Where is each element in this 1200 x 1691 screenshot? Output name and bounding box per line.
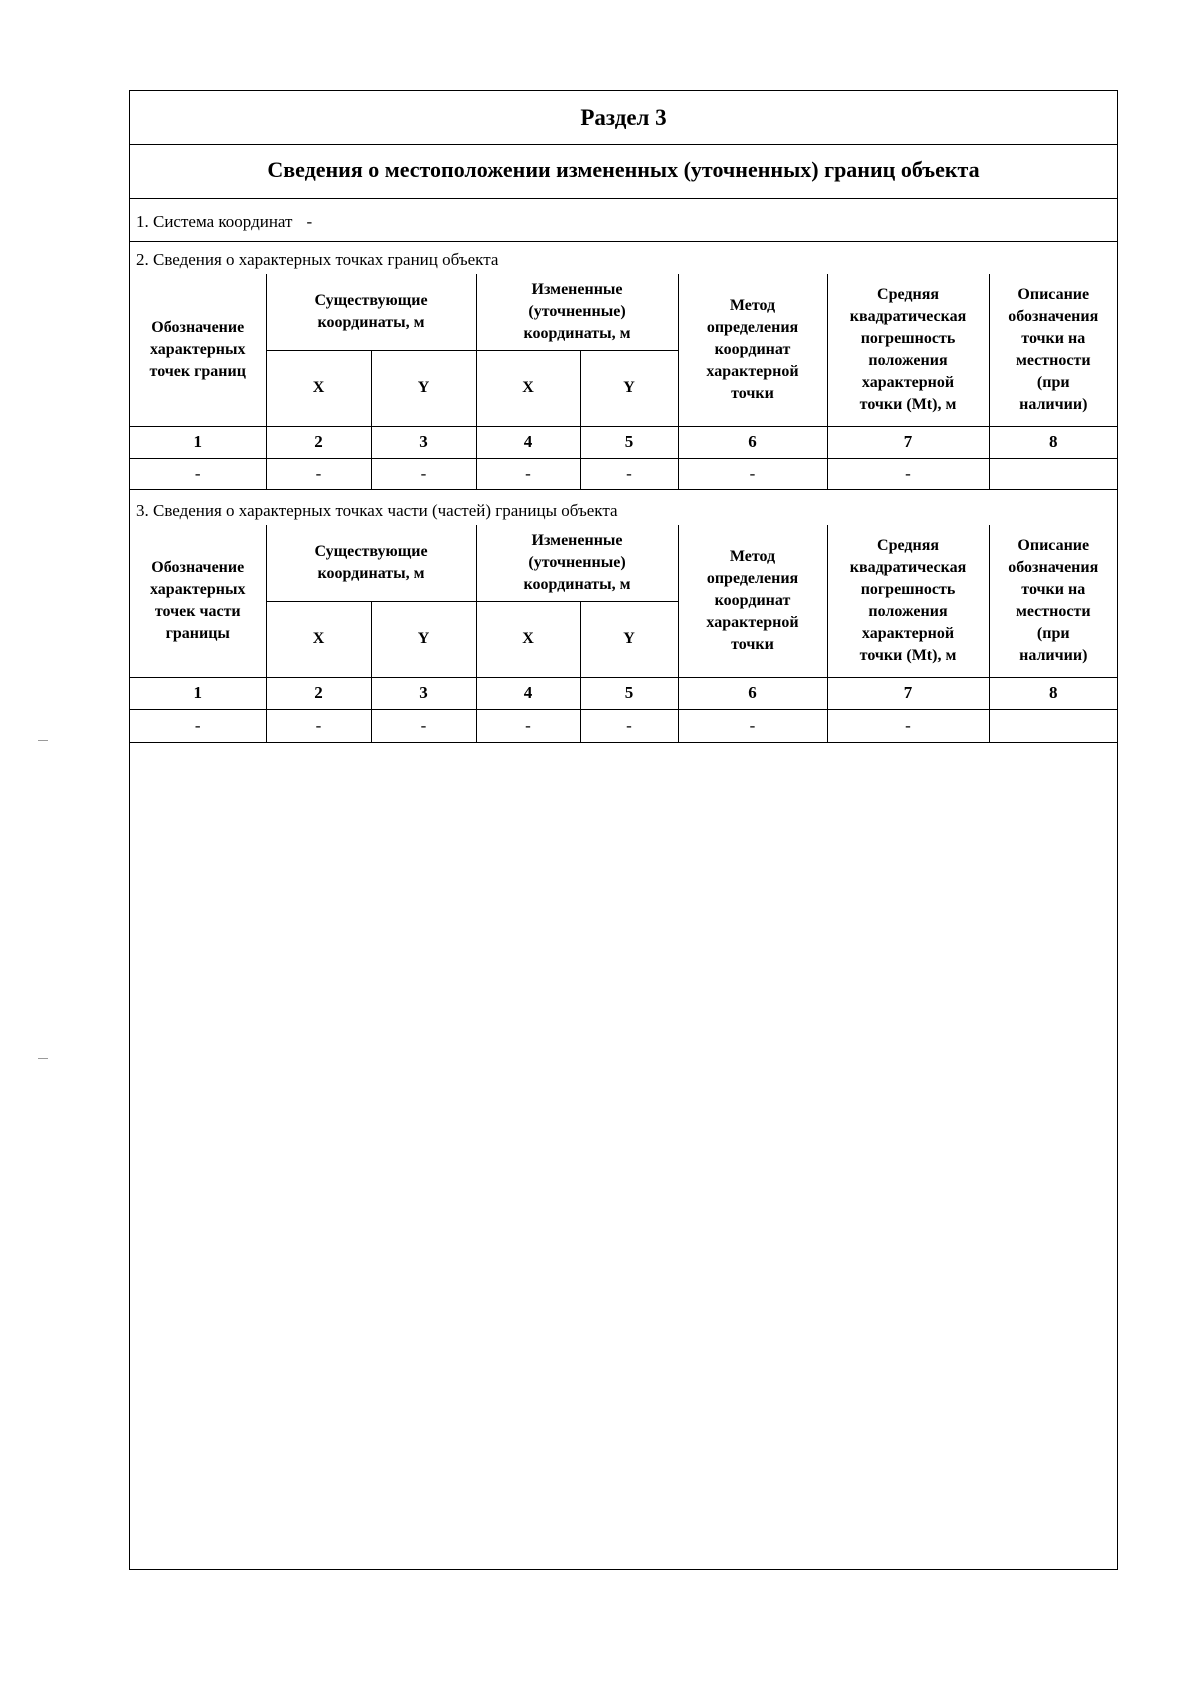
table-cell: -	[130, 709, 266, 742]
header-method: Метод определения координат характерной точки	[678, 525, 827, 677]
table-cell: -	[827, 709, 989, 742]
column-number: 6	[678, 677, 827, 709]
header-description: Описание обозначения точки на местности (при наличии)	[989, 525, 1117, 677]
header-y-changed: Y	[580, 350, 678, 426]
header-description: Описание обозначения точки на местности (при наличии)	[989, 274, 1117, 426]
table-cell: -	[580, 458, 678, 489]
column-number: 4	[476, 677, 580, 709]
column-number: 2	[266, 677, 371, 709]
header-x-existing: X	[266, 350, 371, 426]
header-y-existing: Y	[371, 350, 476, 426]
column-number: 7	[827, 426, 989, 458]
part-boundary-points-table	[130, 525, 1117, 743]
column-number: 8	[989, 426, 1117, 458]
table-cell: -	[678, 458, 827, 489]
column-number: 5	[580, 677, 678, 709]
table-cell: -	[371, 458, 476, 489]
coordinate-system-label: 1. Система координат	[136, 212, 293, 231]
divider	[130, 198, 1117, 199]
header-existing-coordinates: Существующие координаты, м	[266, 274, 476, 350]
coordinate-system-value: -	[306, 212, 313, 231]
header-changed-coordinates: Измененные (уточненные) координаты, м	[476, 274, 678, 350]
header-x-changed: X	[476, 601, 580, 677]
header-x-changed: X	[476, 350, 580, 426]
header-changed-coordinates: Измененные (уточненные) координаты, м	[476, 525, 678, 601]
table-row	[130, 458, 1117, 489]
column-number: 3	[371, 426, 476, 458]
table-cell: -	[580, 709, 678, 742]
column-number: 8	[989, 677, 1117, 709]
column-number: 6	[678, 426, 827, 458]
document-frame	[129, 90, 1118, 1570]
header-point-designation: Обозначение характерных точек границ	[130, 274, 266, 426]
column-number: 5	[580, 426, 678, 458]
column-number: 4	[476, 426, 580, 458]
header-row	[130, 274, 1117, 350]
table-row	[130, 709, 1117, 742]
header-accuracy: Средняя квадратическая погрешность положения характерной точки (Mt), м	[827, 274, 989, 426]
column-number: 1	[130, 426, 266, 458]
divider	[130, 144, 1117, 145]
header-y-changed: Y	[580, 601, 678, 677]
column-number-row	[130, 677, 1117, 709]
header-existing-coordinates: Существующие координаты, м	[266, 525, 476, 601]
column-number: 1	[130, 677, 266, 709]
header-y-existing: Y	[371, 601, 476, 677]
header-x-existing: X	[266, 601, 371, 677]
table-cell: -	[827, 458, 989, 489]
table-cell: -	[476, 709, 580, 742]
table-cell: -	[476, 458, 580, 489]
stray-scan-mark	[38, 740, 48, 741]
stray-scan-mark	[38, 1058, 48, 1059]
table-cell: -	[678, 709, 827, 742]
section-subtitle: Сведения о местоположении измененных (уточненных) границ объекта	[267, 157, 980, 182]
boundary-points-table	[130, 274, 1117, 490]
section-title: Раздел 3	[580, 105, 667, 130]
table-cell: -	[130, 458, 266, 489]
coordinate-system-line	[136, 212, 312, 232]
header-accuracy: Средняя квадратическая погрешность положения характерной точки (Mt), м	[827, 525, 989, 677]
table-cell	[989, 709, 1117, 742]
table-cell: -	[371, 709, 476, 742]
column-number-row	[130, 426, 1117, 458]
column-number: 3	[371, 677, 476, 709]
header-method: Метод определения координат характерной точки	[678, 274, 827, 426]
header-part-point-designation: Обозначение характерных точек части границы	[130, 525, 266, 677]
table-cell: -	[266, 458, 371, 489]
divider	[130, 241, 1117, 242]
header-row	[130, 525, 1117, 601]
section2-label: 2. Сведения о характерных точках границ объекта	[136, 250, 499, 269]
table-cell: -	[266, 709, 371, 742]
column-number: 7	[827, 677, 989, 709]
section3-label: 3. Сведения о характерных точках части (частей) границы объекта	[136, 501, 618, 520]
table-cell	[989, 458, 1117, 489]
column-number: 2	[266, 426, 371, 458]
